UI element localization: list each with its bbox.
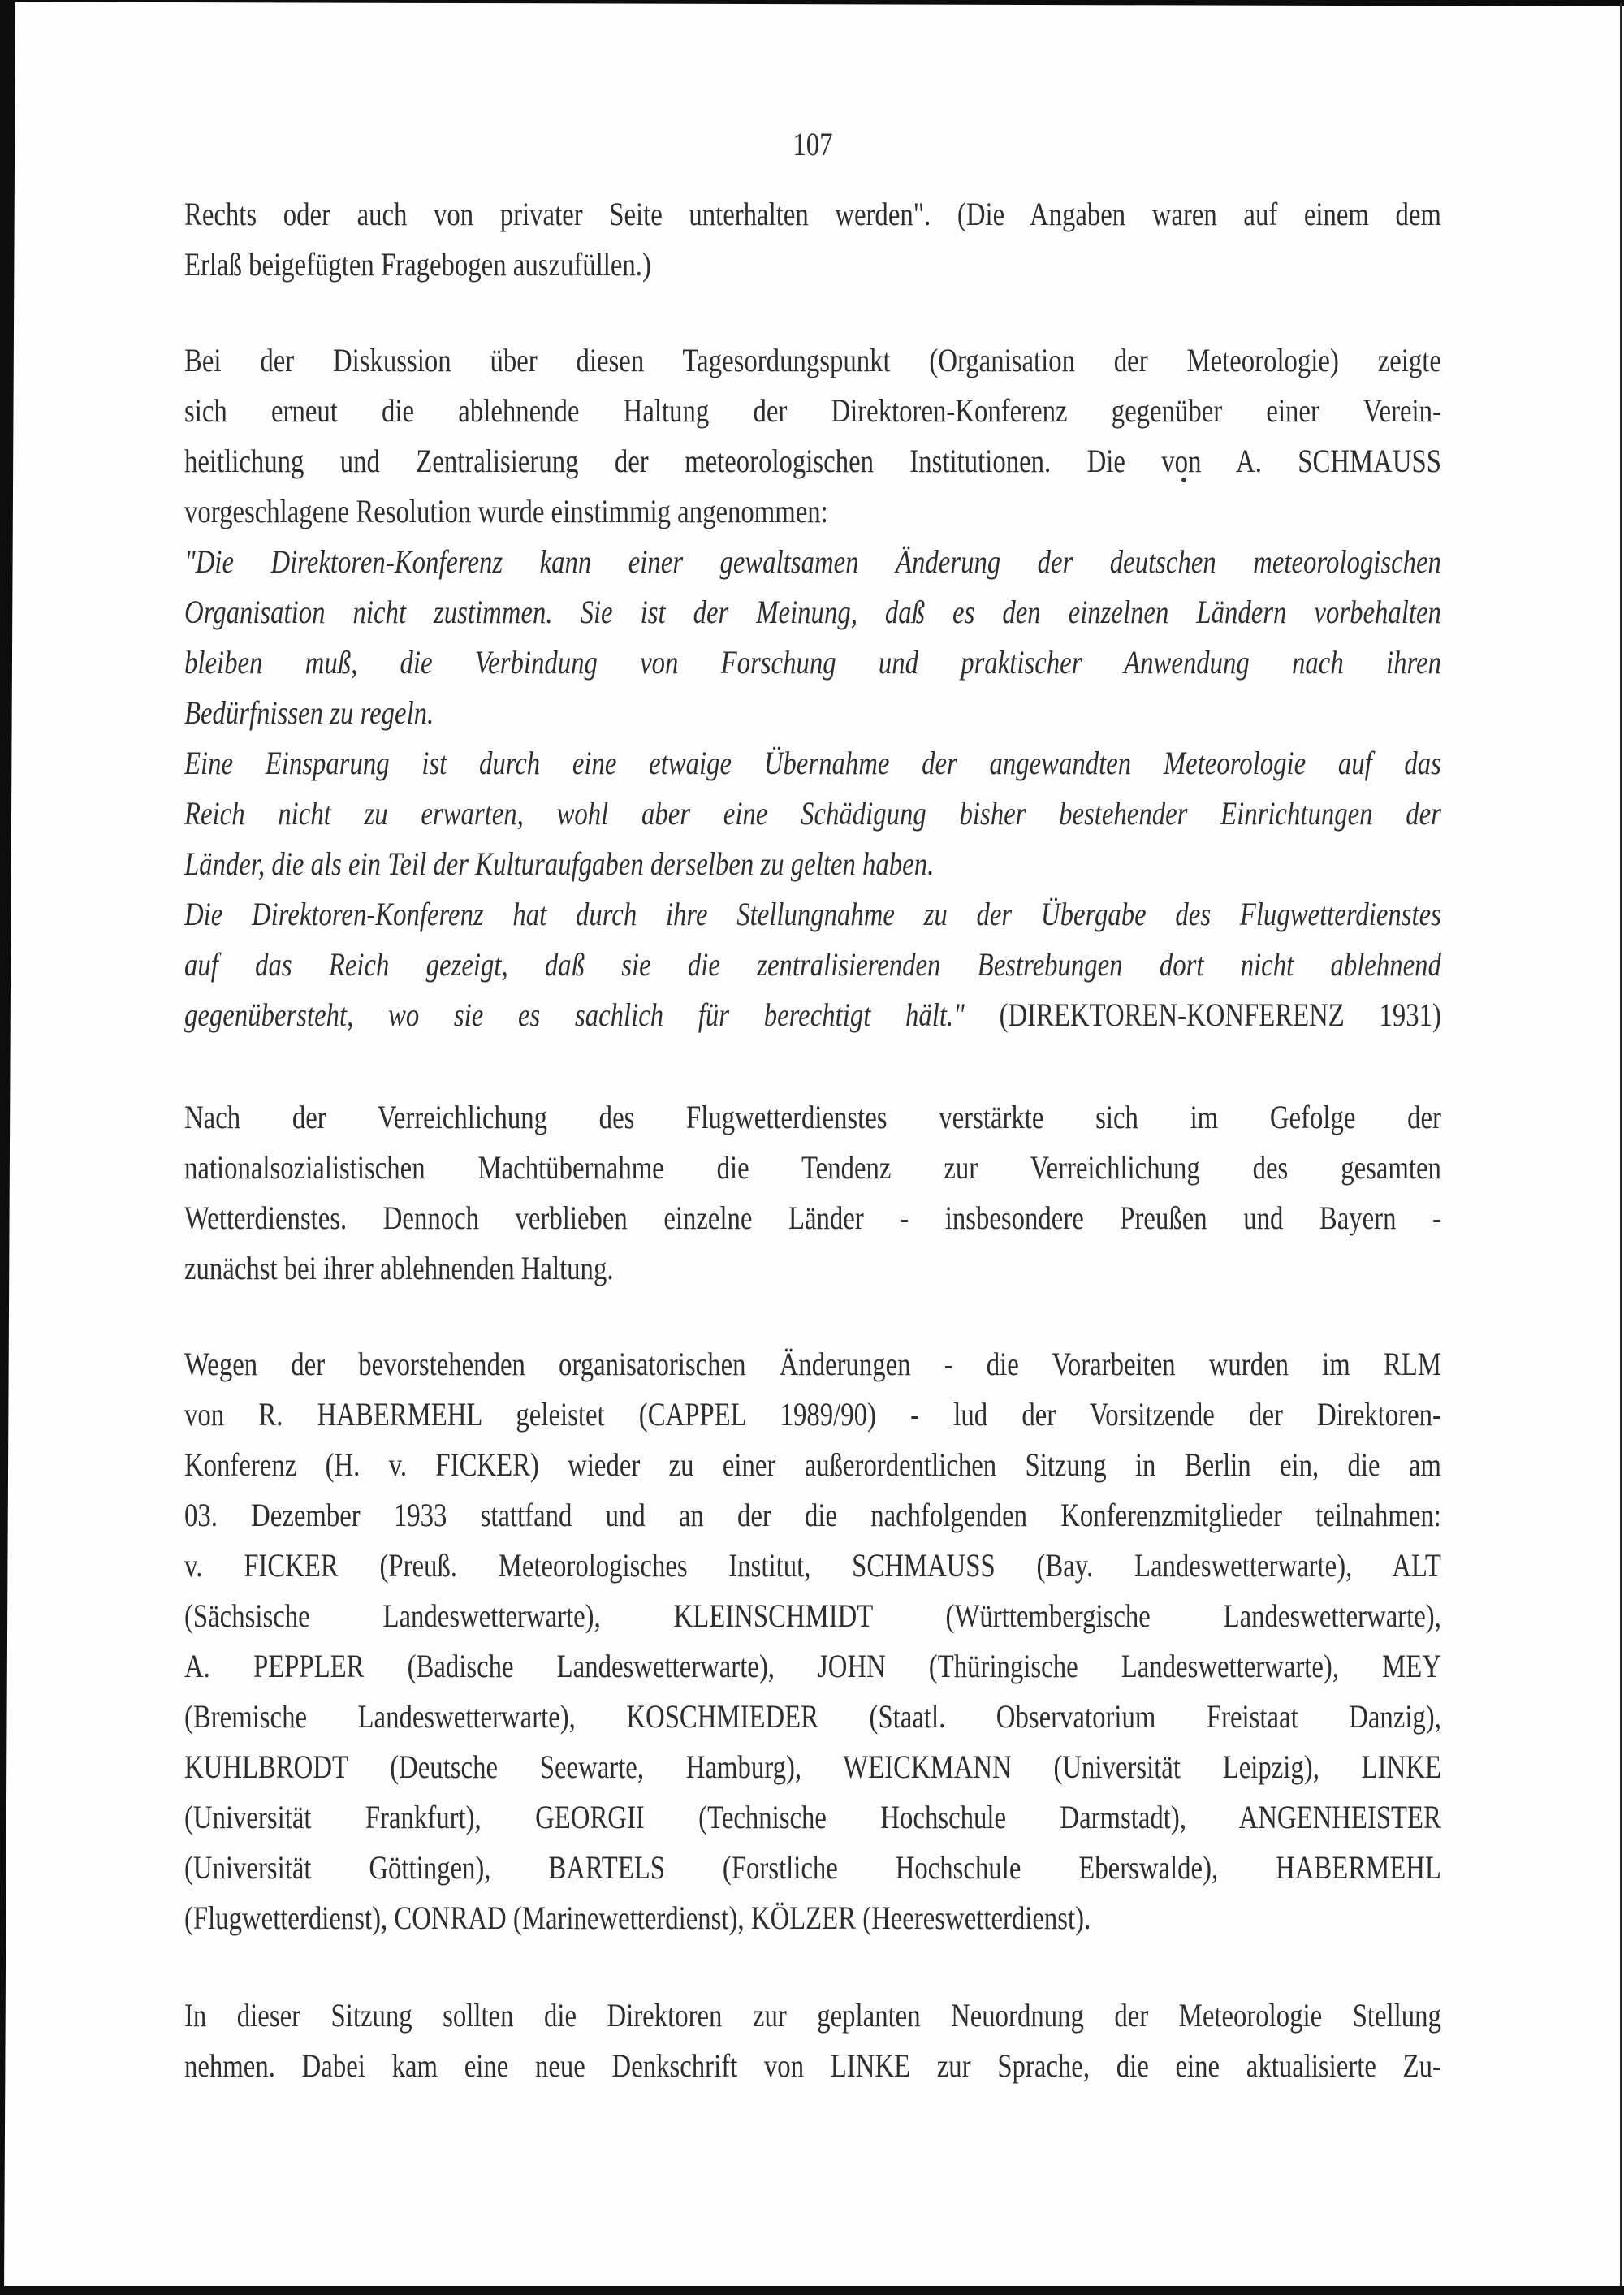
text-line: Länder, die als ein Teil der Kulturaufgaben derselben zu gelten haben. <box>184 845 935 882</box>
text-line: zunächst bei ihrer ablehnenden Haltung. <box>184 1250 614 1286</box>
text-line: Wegen der bevorstehenden organisatorischen Änderungen - die Vorarbeiten wurden im RLM <box>184 1346 1441 1382</box>
text-line: nehmen. Dabei kam eine neue Denkschrift von LINKE zur Sprache, die eine aktualisierte Zu- <box>184 2047 1441 2084</box>
text-line: 03. Dezember 1933 stattfand und an der die nachfolgenden Konferenzmitglieder teilnahmen: <box>184 1497 1441 1533</box>
text-line: von R. HABERMEHL geleistet (CAPPEL 1989/90) - lud der Vorsitzende der Direktoren- <box>184 1396 1441 1433</box>
text-line: Reich nicht zu erwarten, wohl aber eine Schädigung bisher bestehender Einrichtungen der <box>184 795 1441 832</box>
scan-edge-left <box>0 0 16 2295</box>
scan-edge-bottom <box>0 2286 1624 2295</box>
quote-closing-text: gegenübersteht, wo sie es sachlich für berechtigt hält." <box>184 996 965 1033</box>
page-number: 107 <box>793 126 833 162</box>
text-line: auf das Reich gezeigt, daß sie die zentralisierenden Bestrebungen dort nicht ablehnend <box>184 946 1441 983</box>
blockquote-resolution <box>184 537 1441 1040</box>
text-line: A. PEPPLER (Badische Landeswetterwarte), JOHN (Thüringische Landeswetterwarte), MEY <box>184 1648 1441 1684</box>
text-line: Konferenz (H. v. FICKER) wieder zu einer außerordentlichen Sitzung in Berlin ein, die am <box>184 1446 1441 1483</box>
text-line: In dieser Sitzung sollten die Direktoren zur geplanten Neuordnung der Meteorologie Stellung <box>184 1997 1441 2034</box>
text-line: heitlichung und Zentralisierung der meteorologischen Institutionen. Die von A. SCHMAUSS <box>184 443 1441 479</box>
text-line: sich erneut die ablehnende Haltung der Direktoren-Konferenz gegenüber einer Verein- <box>184 392 1441 429</box>
text-line: Organisation nicht zustimmen. Sie ist der Meinung, daß es den einzelnen Ländern vorbehalten <box>184 594 1441 630</box>
text-line: KUHLBRODT (Deutsche Seewarte, Hamburg), WEICKMANN (Universität Leipzig), LINKE <box>184 1748 1441 1785</box>
citation-direktoren-konferenz: (DIREKTOREN-KONFERENZ 1931) <box>964 996 1441 1033</box>
text-block <box>184 119 1441 2091</box>
text-line: Wetterdienstes. Dennoch verblieben einzelne Länder - insbesondere Preußen und Bayern - <box>184 1199 1441 1236</box>
text-line: Bei der Diskussion über diesen Tagesordungspunkt (Organisation der Meteorologie) zeigte <box>184 342 1441 378</box>
text-line: "Die Direktoren-Konferenz kann einer gewaltsamen Änderung der deutschen meteorologischen <box>184 543 1441 580</box>
text-line: Bedürfnissen zu regeln. <box>184 694 434 731</box>
text-line: (Universität Frankfurt), GEORGII (Technische Hochschule Darmstadt), ANGENHEISTER <box>184 1799 1441 1835</box>
text-line: Nach der Verreichlichung des Flugwetterdienstes verstärkte sich im Gefolge der <box>184 1099 1441 1135</box>
paragraph-verreichlichung <box>184 1092 1441 1294</box>
text-line: (Sächsische Landeswetterwarte), KLEINSCHMIDT (Württembergische Landeswetterwarte), <box>184 1597 1441 1634</box>
paragraph-diskussion <box>184 335 1441 537</box>
text-line: bleiben muß, die Verbindung von Forschung und praktischer Anwendung nach ihren <box>184 644 1441 681</box>
text-line: v. FICKER (Preuß. Meteorologisches Institut, SCHMAUSS (Bay. Landeswetterwarte), ALT <box>184 1547 1441 1584</box>
paragraph-denkschrift <box>184 1990 1441 2091</box>
text-line: Eine Einsparung ist durch eine etwaige Übernahme der angewandten Meteorologie auf das <box>184 745 1441 781</box>
text-line: (Bremische Landeswetterwarte), KOSCHMIEDER (Staatl. Observatorium Freistaat Danzig), <box>184 1698 1441 1735</box>
text-line: Rechts oder auch von privater Seite unterhalten werden". (Die Angaben waren auf einem dem <box>184 196 1441 232</box>
scan-edge-top <box>0 0 1624 6</box>
text-line <box>184 990 1441 1040</box>
text-line: vorgeschlagene Resolution wurde einstimmig angenommen: <box>184 493 828 529</box>
text-line: nationalsozialistischen Machtübernahme die Tendenz zur Verreichlichung des gesamten <box>184 1149 1441 1186</box>
text-line: Die Direktoren-Konferenz hat durch ihre Stellungnahme zu der Übergabe des Flugwetterdienstes <box>184 896 1441 932</box>
paragraph-sitzung-1933 <box>184 1339 1441 1943</box>
text-line: (Universität Göttingen), BARTELS (Forstliche Hochschule Eberswalde), HABERMEHL <box>184 1849 1441 1886</box>
text-line: (Flugwetterdienst), CONRAD (Marinewetterdienst), KÖLZER (Heereswetterdienst). <box>184 1900 1091 1936</box>
scan-edge-right <box>1620 3 1622 2287</box>
paragraph-fragebogen <box>184 189 1441 290</box>
text-line: Erlaß beigefügten Fragebogen auszufüllen.) <box>184 246 651 283</box>
